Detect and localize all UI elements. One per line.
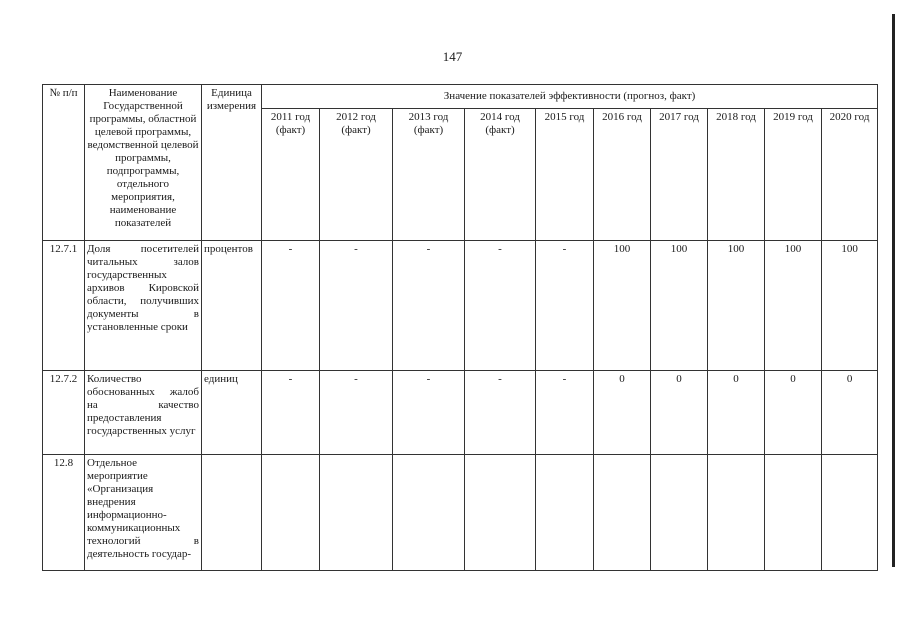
year-header: 2019 год — [765, 109, 822, 241]
year-header: 2011 год (факт) — [262, 109, 320, 241]
row-value — [393, 455, 465, 571]
row-value: 0 — [594, 371, 651, 455]
row-name: Доля посетителей читальных залов государственных архивов Кировской области, получивших документы в установленные сроки — [85, 241, 202, 371]
row-no: 12.7.2 — [43, 371, 85, 455]
year-header: 2018 год — [708, 109, 765, 241]
row-value: 0 — [708, 371, 765, 455]
row-value: 0 — [651, 371, 708, 455]
header-row — [43, 85, 878, 109]
header-values-group: Значение показателей эффективности (прогноз, факт) — [262, 85, 878, 109]
row-value: - — [320, 241, 393, 371]
row-unit: единиц — [202, 371, 262, 455]
row-value: 100 — [822, 241, 878, 371]
row-value: 100 — [765, 241, 822, 371]
scan-edge-line — [892, 14, 895, 567]
row-unit: процентов — [202, 241, 262, 371]
header-no: № п/п — [43, 85, 85, 241]
row-value — [651, 455, 708, 571]
table-row — [43, 455, 878, 571]
row-unit — [202, 455, 262, 571]
year-header: 2017 год — [651, 109, 708, 241]
row-value: - — [320, 371, 393, 455]
row-value: - — [536, 371, 594, 455]
year-header: 2016 год — [594, 109, 651, 241]
row-value — [594, 455, 651, 571]
row-value — [536, 455, 594, 571]
year-header: 2015 год — [536, 109, 594, 241]
header-unit: Единица измерения — [202, 85, 262, 241]
row-value — [765, 455, 822, 571]
row-value: - — [262, 241, 320, 371]
year-header: 2020 год — [822, 109, 878, 241]
row-name: Отдельное мероприятие «Организация внедрения информационно-коммуникационных технологий в деятельность государ- — [85, 455, 202, 571]
row-value — [320, 455, 393, 571]
row-value: 0 — [822, 371, 878, 455]
row-no: 12.7.1 — [43, 241, 85, 371]
row-value — [708, 455, 765, 571]
row-value: - — [536, 241, 594, 371]
row-value: 0 — [765, 371, 822, 455]
row-value: - — [393, 371, 465, 455]
row-value — [822, 455, 878, 571]
row-value: 100 — [651, 241, 708, 371]
year-header: 2012 год (факт) — [320, 109, 393, 241]
header-name: Наименование Государственной программы, областной целевой программы, ведомственной целевой программы, подпрограммы, отдельного мероприятия, наименование показателей — [85, 85, 202, 241]
row-value: 100 — [594, 241, 651, 371]
row-name: Количество обоснованных жалоб на качество предоставления государственных услуг — [85, 371, 202, 455]
page-number: 147 — [442, 49, 463, 64]
row-value: - — [465, 241, 536, 371]
table-row — [43, 241, 878, 371]
row-value — [262, 455, 320, 571]
row-value: - — [393, 241, 465, 371]
row-value — [465, 455, 536, 571]
row-value: 100 — [708, 241, 765, 371]
year-header: 2013 год (факт) — [393, 109, 465, 241]
row-value: - — [465, 371, 536, 455]
year-header: 2014 год (факт) — [465, 109, 536, 241]
indicators-table — [42, 84, 878, 571]
row-value: - — [262, 371, 320, 455]
row-no: 12.8 — [43, 455, 85, 571]
table-row — [43, 371, 878, 455]
